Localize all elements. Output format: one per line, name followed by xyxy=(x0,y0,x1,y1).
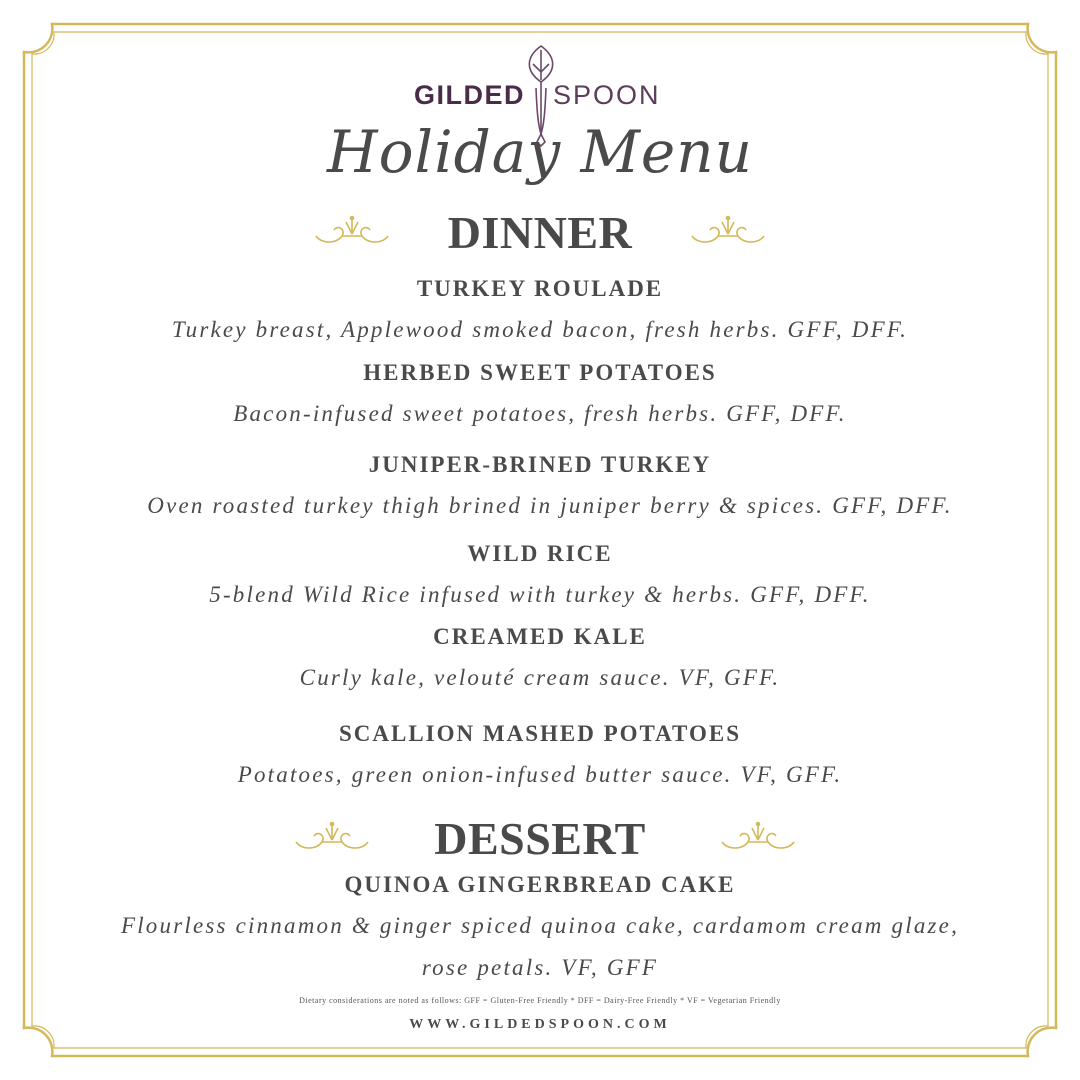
section-heading-dessert: DESSERT xyxy=(434,813,646,864)
gold-flourish-icon xyxy=(718,820,798,852)
brand-name-right: SPOON xyxy=(553,80,661,110)
dietary-footnote: Dietary considerations are noted as follows: GFF = Gluten-Free Friendly * DFF = Dairy-Free Friendly * VF = Vegetarian Friendly xyxy=(299,996,781,1005)
gold-flourish-icon xyxy=(688,214,768,246)
menu-item-description: Flourless cinnamon & ginger spiced quinoa cake, cardamom cream glaze, xyxy=(120,913,960,938)
menu-item-description: Turkey breast, Applewood smoked bacon, fresh herbs. GFF, DFF. xyxy=(171,317,909,342)
menu-item-description-continued: rose petals. VF, GFF xyxy=(421,955,659,980)
section-heading-dinner: DINNER xyxy=(447,207,633,258)
menu-item-name: SCALLION MASHED POTATOES xyxy=(338,721,742,746)
menu-item-name: TURKEY ROULADE xyxy=(416,276,664,301)
website-url: WWW.GILDEDSPOON.COM xyxy=(409,1017,671,1032)
menu-item-description: Curly kale, velouté cream sauce. VF, GFF. xyxy=(299,665,781,690)
menu-item-name: JUNIPER-BRINED TURKEY xyxy=(368,452,712,477)
menu-item-description: Potatoes, green onion-infused butter sauce. VF, GFF. xyxy=(237,762,843,787)
brand-name-left: GILDED xyxy=(413,80,525,110)
menu-item-description: Oven roasted turkey thigh brined in juniper berry & spices. GFF, DFF. xyxy=(147,493,953,518)
menu-item-name: QUINOA GINGERBREAD CAKE xyxy=(344,872,736,897)
menu-item-name: HERBED SWEET POTATOES xyxy=(363,360,717,385)
menu-item-description: 5-blend Wild Rice infused with turkey & herbs. GFF, DFF. xyxy=(209,582,871,607)
menu-item-description: Bacon-infused sweet potatoes, fresh herbs. GFF, DFF. xyxy=(233,401,847,426)
menu-item-name: WILD RICE xyxy=(467,541,613,566)
menu-item-name: CREAMED KALE xyxy=(433,624,647,649)
menu-title: Holiday Menu xyxy=(327,118,753,186)
